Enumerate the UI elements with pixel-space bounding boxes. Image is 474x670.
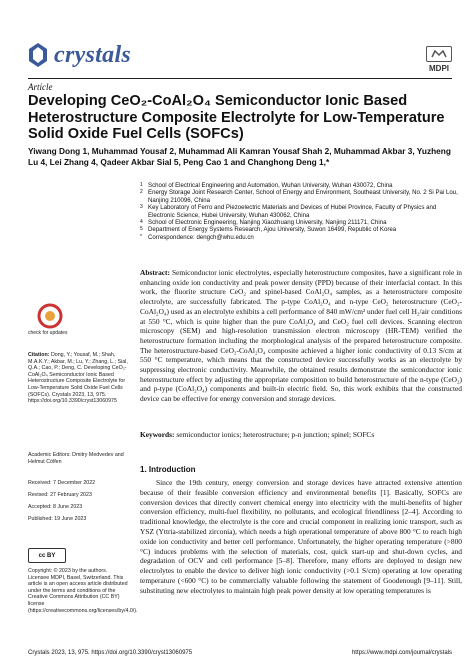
affiliation-number: 1	[140, 182, 143, 188]
publisher-logo[interactable]	[426, 46, 452, 73]
publisher-name: MDPI	[429, 64, 449, 73]
affiliation-item	[140, 204, 460, 219]
affiliation-number: 3	[140, 204, 143, 211]
affiliation-text: School of Electronic Engineering, Nanjing Xiaozhuang University, Nanjing 211171, China	[148, 219, 387, 227]
affiliation-item	[140, 234, 460, 241]
keywords-label: Keywords:	[140, 430, 175, 439]
check-for-updates-badge[interactable]	[28, 300, 72, 344]
journal-name: crystals	[54, 41, 132, 68]
affiliation-text: Correspondence: dengch@whu.edu.cn	[148, 233, 254, 241]
date-published: Published: 19 June 2023	[28, 516, 87, 522]
citation-label: Citation:	[28, 352, 50, 358]
section-heading: 1. Introduction	[140, 465, 196, 474]
copyright-notice: Copyright: © 2023 by the authors. Licensee MDPI, Basel, Switzerland. This article is an open access article distributed under the terms and conditions of the Creative Commons Attribution (CC BY) license (https://creativecommons.org/licenses/by/4.0/).	[28, 568, 138, 614]
affiliation-text: Department of Energy Systems Research, Ajou University, Suwon 16499, Republic of Korea	[148, 226, 397, 234]
keywords	[140, 430, 462, 440]
date-revised: Revised: 27 February 2023	[28, 492, 92, 498]
footer-citation[interactable]: Crystals 2023, 13, 975. https://doi.org/10.3390/cryst13060975	[28, 650, 193, 656]
affiliation-item	[140, 189, 460, 204]
date-received: Received: 7 December 2022	[28, 480, 96, 486]
affiliation-number: *	[140, 233, 142, 240]
affiliation-number: 2	[140, 189, 143, 196]
date-accepted: Accepted: 8 June 2023	[28, 504, 83, 510]
mdpi-logo-icon	[426, 46, 452, 62]
academic-editors: Academic Editors: Dmitry Medvedev and Helmut Cölfen	[28, 452, 124, 465]
footer-journal-link[interactable]: https://www.mdpi.com/journal/crystals	[351, 650, 452, 656]
affiliation-number: 4	[140, 219, 143, 226]
header-divider	[28, 78, 452, 79]
journal-logo-icon	[28, 42, 48, 68]
affiliation-item	[140, 226, 460, 233]
citation-text: Dong, Y.; Yousaf, M.; Shah, M.A.K.Y.; Akbar, M.; Lu, Y.; Zhang, L.; Sial, Q.A.; Cao, P.; Deng, C. Developing CeO₂-CoAl₂O₄ Semiconductor Ionic Based Heterostructure Composite Electrolyte for Low-Temperature Solid Oxide Fuel Cells (SOFCs). Crystals 2023, 13, 975. https://doi.org/10.3390/cryst13060975	[28, 352, 128, 405]
keywords-text: semiconductor ionics; heterostructure; p-n junction; spinel; SOFCs	[176, 430, 375, 439]
affiliation-text: Energy Storage Joint Research Center, School of Energy and Environment, Southeast University, No. 2 Si Pai Lou, Nanjing 210096, China	[148, 189, 458, 204]
check-updates-label: check for updates	[28, 330, 68, 336]
affiliations	[140, 182, 460, 241]
citation-block	[28, 352, 128, 405]
author-list: Yiwang Dong 1, Muhammad Yousaf 2, Muhammad Ali Kamran Yousaf Shah 2, Muhammad Akbar 3, Yuzheng Lu 4, Lei Zhang 4, Qadeer Akbar Sial 5, Peng Cao 1 and Changhong Deng 1,*	[28, 146, 451, 167]
introduction-text: Since the 19th century, energy conversion and storage devices have attracted extensive attention because of their feasible conversion efficiency and environmental benefits [1]. Basically, SOFCs are conversion devices that directly convert chemical energy into electricity with the multi-benefits of higher conversion efficiency, multi-fuel flexibility, no pollutants, and ecological friendliness [2–4]. According to traditional knowledge, the electrolyte is the core and crucial component in realizing ionic transport, such as YSZ (Yttria-stabilized zirconia), which needs a high operational temperature of above 800 °C to reach high oxide ion conductivity and better cell performance. Unfortunately, the higher operating temperature (>800 °C) induces problems with the selection of materials, cost, quick start-up and shut-down cycles, and degradation of OCV and cell performance [5–8]. Therefore, many efforts are deployed to design new electrolytes to enable the device to deliver high ionic conductivity (>0.1 S/cm) operating at low operating temperature (<600 °C) to be commercially valuable following the statement of Goodenough [9–11]. Still, substituting new electrolytes to maintain high peak power density at low operating temperatures is	[140, 478, 462, 595]
affiliation-text: School of Electrical Engineering and Automation, Wuhan University, Wuhan 430072, China	[148, 182, 393, 189]
journal-header	[28, 38, 131, 72]
article-type: Article	[28, 82, 53, 92]
affiliation-number: 5	[140, 226, 143, 233]
affiliation-item	[140, 182, 460, 189]
page-footer	[28, 650, 452, 656]
check-updates-icon	[28, 300, 72, 344]
abstract	[140, 268, 462, 404]
paper-title: Developing CeO₂-CoAl₂O₄ Semiconductor Ionic Based Heterostructure Composite Electrolyte for Low-Temperature Solid Oxide Fuel Cells (SOFCs)	[28, 93, 445, 142]
affiliation-text: Key Laboratory of Ferro and Piezoelectric Materials and Devices of Hubei Province, Faculty of Physics and Electronic Science, Hubei University, Wuhan 430062, China	[148, 204, 437, 219]
abstract-text: Semiconductor ionic electrolytes, especially heterostructure composites, have a significant role in enhancing oxide ion conductivity and peak power density (PPD) because of their interfacial contact. In this work, the fluorite structure CeO₂ and spinel-based CoAl₂O₄ samples, as a heterostructure composite electrolyte, are successfully fabricated. The p-type CoAl₂O₄ and n-type CeO₂ heterostructure (CeO₂-CoAl₂O₄) used as an electrolyte exhibits a cell performance of 840 mW/cm² under fuel cell H₂/air conditions at 550 °C, which is quite higher than the pure CoAl₂O₄ and CeO₂ fuel cell devices. Scanning electron microscopy (SEM) and high-resolution transmission electron microscopy (HR-TEM) verified the heterostructure formation including the morphological analysis of the prepared heterostructure composite. The heterostructure-based CeO₂-CoAl₂O₄ composite achieved a higher ionic conductivity of 0.13 S/cm at 550 °C temperature, which means that the constructed device successfully works as an electrolyte by suppressing electronic conductivity. Meanwhile, the obtained results demonstrate the semiconductor ionic heterostructure effect by adjusting the appropriate composition to build heterostructure of the n-type (CeO₂) and p-type (CoAl₂O₄) components and built-in electric field. So, this work exhibits that the constructed device can be effective for energy conversion and storage devices.	[140, 268, 462, 404]
affiliation-item	[140, 219, 460, 226]
cc-license-badge[interactable]: cc BY	[28, 548, 66, 563]
abstract-label: Abstract:	[140, 268, 170, 277]
